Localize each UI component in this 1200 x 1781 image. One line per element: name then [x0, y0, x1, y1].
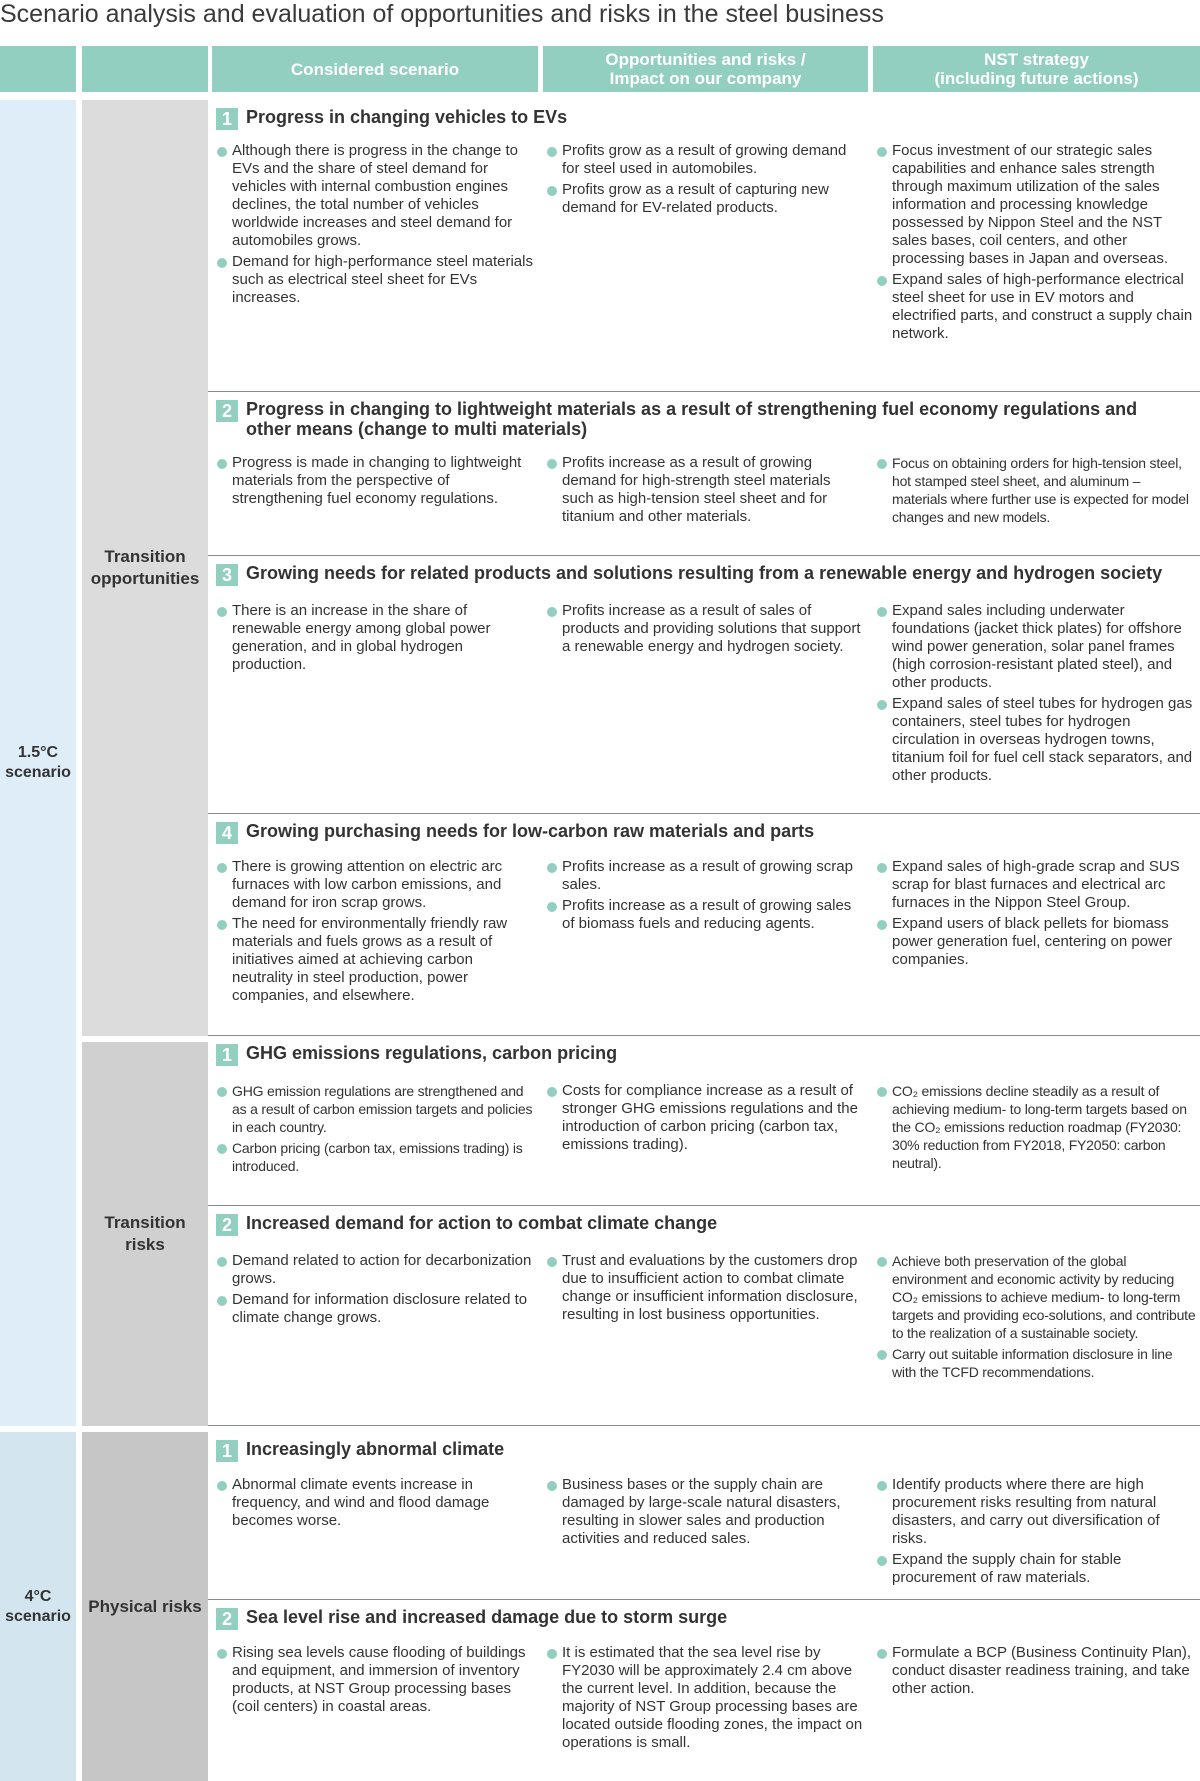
bullet-item: Profits increase as a result of sales of products and providing solutions that support a renewable energy and hydrogen society.: [546, 602, 866, 656]
block-title-text: Sea level rise and increased damage due to storm surge: [246, 1607, 728, 1627]
scenario-1-5c: 1.5°C scenario: [0, 100, 76, 1426]
scenario-4c: 4°C scenario: [0, 1432, 76, 1781]
category-transition-opportunities: Transition opportunities: [82, 100, 208, 1036]
considered-scenario-cell: [216, 858, 536, 1008]
block-title-text: Progress in changing to lightweight materials as a result of strengthening fuel economy regulations and other means (change to multi materials): [246, 399, 1138, 439]
block-title: [216, 1043, 1191, 1066]
bullet-item: Carbon pricing (carbon tax, emissions trading) is introduced.: [216, 1139, 536, 1175]
block-title: [216, 821, 1191, 844]
block-renewable-hydrogen: [208, 556, 1200, 814]
impact-cell: [546, 1476, 866, 1551]
block-title: [216, 1439, 1191, 1462]
bullet-item: Rising sea levels cause flooding of buildings and equipment, and immersion of inventory products, at NST Group processing bases (coil centers) in coastal areas.: [216, 1644, 536, 1716]
strategy-cell: [876, 602, 1198, 788]
block-title-text: Progress in changing vehicles to EVs: [246, 107, 568, 127]
impact-cell: [546, 454, 866, 529]
number-badge: 3: [216, 564, 238, 586]
impact-cell: [546, 1252, 866, 1327]
considered-scenario-cell: [216, 142, 536, 310]
bullet-item: Expand sales of steel tubes for hydrogen gas containers, steel tubes for hydrogen circulation in overseas hydrogen towns, titanium foil for fuel cell stack separators, and other products.: [876, 695, 1198, 785]
page-title: Scenario analysis and evaluation of opportunities and risks in the steel business: [0, 0, 884, 28]
bullet-item: Demand for high-performance steel materials such as electrical steel sheet for EVs increases.: [216, 253, 536, 307]
block-sea-level-rise: [208, 1600, 1200, 1781]
considered-scenario-cell: [216, 454, 536, 511]
block-low-carbon-materials: [208, 814, 1200, 1036]
block-title: [216, 107, 1191, 130]
bullet-item: Expand users of black pellets for biomass power generation fuel, centering on power companies.: [876, 915, 1198, 969]
impact-cell: [546, 602, 866, 659]
bullet-item: Profits grow as a result of growing demand for steel used in automobiles.: [546, 142, 866, 178]
strategy-cell: [876, 1644, 1198, 1701]
considered-scenario-cell: [216, 1644, 536, 1719]
bullet-item: Carry out suitable information disclosure in line with the TCFD recommendations.: [876, 1345, 1198, 1381]
strategy-cell: [876, 1476, 1198, 1590]
header-nst-strategy: NST strategy (including future actions): [873, 46, 1200, 92]
bullet-item: Business bases or the supply chain are damaged by large-scale natural disasters, resulting in slower sales and production activities and reduced sales.: [546, 1476, 866, 1548]
considered-scenario-cell: [216, 1252, 536, 1330]
bullet-item: Achieve both preservation of the global environment and economic activity by reducing CO₂ emissions to achieve medium- to long-term targets and providing eco-solutions, and contribute to the realization of a sustainable society.: [876, 1252, 1198, 1342]
block-ev-progress: [208, 100, 1200, 392]
category-separator: [82, 1426, 208, 1432]
number-badge: 2: [216, 1214, 238, 1236]
header-considered-scenario: Considered scenario: [212, 46, 538, 92]
bullet-item: Demand for information disclosure related to climate change grows.: [216, 1291, 536, 1327]
bullet-item: Identify products where there are high procurement risks resulting from natural disasters, and carry out diversification of risks.: [876, 1476, 1198, 1548]
block-climate-action-demand: [208, 1206, 1200, 1426]
bullet-item: There is an increase in the share of renewable energy among global power generation, and in global hydrogen production.: [216, 602, 536, 674]
block-title: [216, 563, 1191, 586]
considered-scenario-cell: [216, 602, 536, 677]
impact-cell: [546, 1082, 866, 1157]
block-title-text: Growing needs for related products and solutions resulting from a renewable energy and hydrogen society: [246, 563, 1163, 583]
header-blank-scenario: [0, 46, 76, 92]
strategy-cell: [876, 454, 1198, 529]
bullet-item: Expand sales including underwater foundations (jacket thick plates) for offshore wind power generation, solar panel frames (high corrosion-resistant plated steel), and other products.: [876, 602, 1198, 692]
block-title-text: Increasingly abnormal climate: [246, 1439, 505, 1459]
bullet-item: Trust and evaluations by the customers drop due to insufficient action to combat climate change or insufficient information disclosure, resulting in lost business opportunities.: [546, 1252, 866, 1324]
impact-cell: [546, 1644, 866, 1755]
category-separator: [82, 1036, 208, 1042]
bullet-item: Expand the supply chain for stable procurement of raw materials.: [876, 1551, 1198, 1587]
bullet-item: Although there is progress in the change to EVs and the share of steel demand for vehicles with internal combustion engines declines, the total number of vehicles worldwide increases and steel demand for automobiles grows.: [216, 142, 536, 250]
block-title-text: Increased demand for action to combat climate change: [246, 1213, 718, 1233]
bullet-item: Profits increase as a result of growing demand for high-strength steel materials such as high-tension steel sheet and for titanium and other materials.: [546, 454, 866, 526]
impact-cell: [546, 858, 866, 936]
block-title: [216, 1607, 1191, 1630]
block-title: [216, 399, 1191, 439]
bullet-item: Abnormal climate events increase in frequency, and wind and flood damage becomes worse.: [216, 1476, 536, 1530]
block-abnormal-climate: [208, 1432, 1200, 1600]
bullet-item: Costs for compliance increase as a result of stronger GHG emissions regulations and the introduction of carbon pricing (carbon tax, emissions trading).: [546, 1082, 866, 1154]
category-physical-risks: Physical risks: [82, 1432, 208, 1781]
number-badge: 1: [216, 1440, 238, 1462]
number-badge: 2: [216, 1608, 238, 1630]
number-badge: 2: [216, 400, 238, 422]
strategy-cell: [876, 142, 1198, 346]
considered-scenario-cell: [216, 1476, 536, 1533]
bullet-item: Profits increase as a result of growing scrap sales.: [546, 858, 866, 894]
block-title-text: GHG emissions regulations, carbon pricing: [246, 1043, 618, 1063]
header-opportunities-risks: Opportunities and risks / Impact on our company: [543, 46, 868, 92]
block-title: [216, 1213, 1191, 1236]
block-ghg-regulations: [208, 1036, 1200, 1206]
block-lightweight-materials: [208, 392, 1200, 556]
bullet-item: Focus on obtaining orders for high-tension steel, hot stamped steel sheet, and aluminum – materials where further use is expected for model changes and new models.: [876, 454, 1198, 526]
number-badge: 1: [216, 108, 238, 130]
bullet-item: It is estimated that the sea level rise by FY2030 will be approximately 2.4 cm above the current level. In addition, because the majority of NST Group processing bases are located outside flooding zones, the impact on operations is small.: [546, 1644, 866, 1752]
strategy-cell: [876, 858, 1198, 972]
bullet-item: Focus investment of our strategic sales capabilities and enhance sales strength through maximum utilization of the sales information and processing knowledge possessed by Nippon Steel and the NST sales bases, coil centers, and other processing bases in Japan and overseas.: [876, 142, 1198, 268]
strategy-cell: [876, 1252, 1198, 1384]
number-badge: 4: [216, 822, 238, 844]
bullet-item: The need for environmentally friendly raw materials and fuels grows as a result of initiatives aimed at achieving carbon neutrality in steel production, power companies, and elsewhere.: [216, 915, 536, 1005]
bullet-item: There is growing attention on electric arc furnaces with low carbon emissions, and demand for iron scrap grows.: [216, 858, 536, 912]
bullet-item: Profits increase as a result of growing sales of biomass fuels and reducing agents.: [546, 897, 866, 933]
impact-cell: [546, 142, 866, 220]
bullet-item: Demand related to action for decarbonization grows.: [216, 1252, 536, 1288]
header-blank-category: [82, 46, 208, 92]
bullet-item: Progress is made in changing to lightweight materials from the perspective of strengthening fuel economy regulations.: [216, 454, 536, 508]
bullet-item: GHG emission regulations are strengthened and as a result of carbon emission targets and policies in each country.: [216, 1082, 536, 1136]
bullet-item: Profits grow as a result of capturing new demand for EV-related products.: [546, 181, 866, 217]
bullet-item: Expand sales of high-grade scrap and SUS scrap for blast furnaces and electrical arc furnaces in the Nippon Steel Group.: [876, 858, 1198, 912]
strategy-cell: [876, 1082, 1198, 1175]
number-badge: 1: [216, 1044, 238, 1066]
considered-scenario-cell: [216, 1082, 536, 1178]
bullet-item: CO₂ emissions decline steadily as a result of achieving medium- to long-term targets based on the CO₂ emissions reduction roadmap (FY2030: 30% reduction from FY2018, FY2050: carbon neutral).: [876, 1082, 1198, 1172]
category-transition-risks: Transition risks: [82, 1036, 208, 1432]
bullet-item: Expand sales of high-performance electrical steel sheet for use in EV motors and electrified parts, and construct a supply chain network.: [876, 271, 1198, 343]
block-title-text: Growing purchasing needs for low-carbon raw materials and parts: [246, 821, 815, 841]
bullet-item: Formulate a BCP (Business Continuity Plan), conduct disaster readiness training, and take other action.: [876, 1644, 1198, 1698]
